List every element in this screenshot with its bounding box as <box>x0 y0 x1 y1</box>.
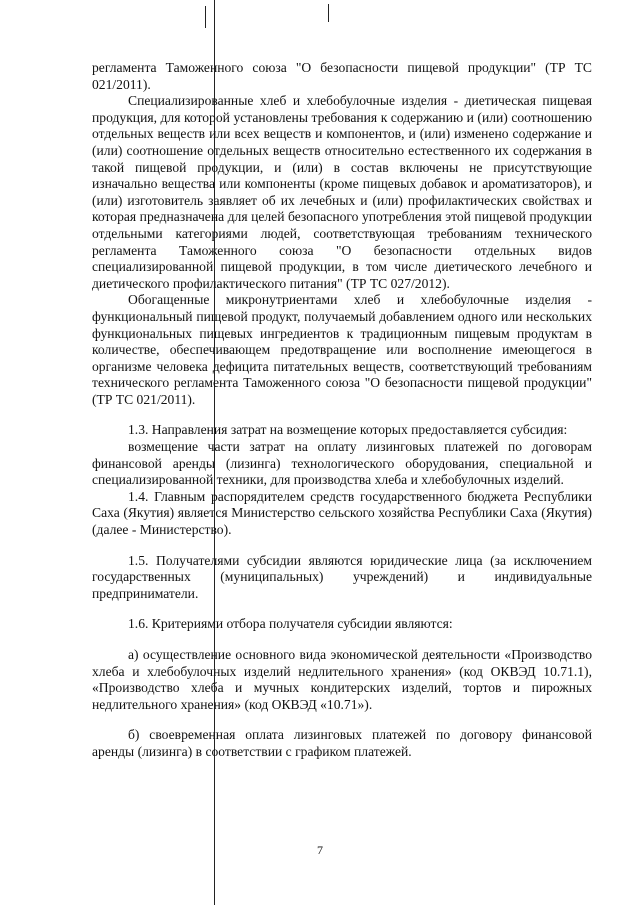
paragraph-1-3-heading: 1.3. Направления затрат на возмещение которых предоставляется субсидия: <box>128 422 568 438</box>
paragraph-specialized-bread: Специализированные хлеб и хлебобулочные изделия - диетическая пищевая продукция, для которой установлены требования к содержанию и (или) соотношению отдельных веществ или всех веществ и компонентов, и (или) изменено содержание и (или) соотношение отдельных веществ относительно естественного их содержания в такой пищевой продукции, и (или) в состав включены не присутствующие изначально вещества или компоненты (кроме пищевых добавок и ароматизаторов), и (или) изготовитель заявляет об их лечебных и (или) профилактических свойствах и которая предназначена для целей безопасного употребления этой пищевой продукции отдельными категориями людей, соответствующая требованиям технического регламента Таможенного союза "О безопасности отдельных видов специализированной пищевой продукции, в том числе диетического лечебного и диетического профилактического питания" (ТР ТС 027/2012). <box>92 93 592 291</box>
document-body <box>92 60 592 761</box>
paragraph-tr-ts-continuation: регламента Таможенного союза "О безопасности пищевой продукции" (ТР ТС 021/2011). <box>92 60 592 92</box>
paragraph-1-6-heading: 1.6. Критериями отбора получателя субсидии являются: <box>128 616 453 632</box>
paragraph-1-5: 1.5. Получателями субсидии являются юридические лица (за исключением государственных (муниципальных) учреждений) и индивидуальные предприниматели. <box>92 552 592 601</box>
paragraph-criterion-a: а) осуществление основного вида экономической деятельности «Производство хлеба и хлебобулочных изделий недлительного хранения» (код ОКВЭД 10.71.1), «Производство хлеба и мучных кондитерских изделий, тортов и пирожных недлительного хранения» (код ОКВЭД «10.71»). <box>92 647 592 712</box>
scan-mark-left <box>205 6 206 28</box>
page-number: 7 <box>317 843 323 857</box>
paragraph-1-4: 1.4. Главным распорядителем средств государственного бюджета Республики Саха (Якутия) является Министерство сельского хозяйства Республики Саха (Якутия) (далее - Министерство). <box>92 488 592 538</box>
paragraph-enriched-bread: Обогащенные микронутриентами хлеб и хлебобулочные изделия - функциональный пищевой продукт, получаемый добавлением одного или нескольких функциональных пищевых ингредиентов к традиционным пищевым продуктам в количестве, обеспечивающем предотвращение или восполнение имеющегося в организме человека дефицита питательных веществ, соответствующий требованиям технического регламента Таможенного союза "О безопасности пищевой продукции" (ТР ТС 021/2011). <box>92 292 592 407</box>
scan-mark-right <box>328 4 329 22</box>
paragraph-1-3-body: возмещение части затрат на оплату лизинговых платежей по договорам финансовой аренды (лизинга) технологического оборудования, специальной и специализированной техники, для производства хлеба и хлебобулочных изделий. <box>92 439 592 488</box>
paragraph-criterion-b: б) своевременная оплата лизинговых платежей по договору финансовой аренды (лизинга) в соответствии с графиком платежей. <box>92 727 592 759</box>
